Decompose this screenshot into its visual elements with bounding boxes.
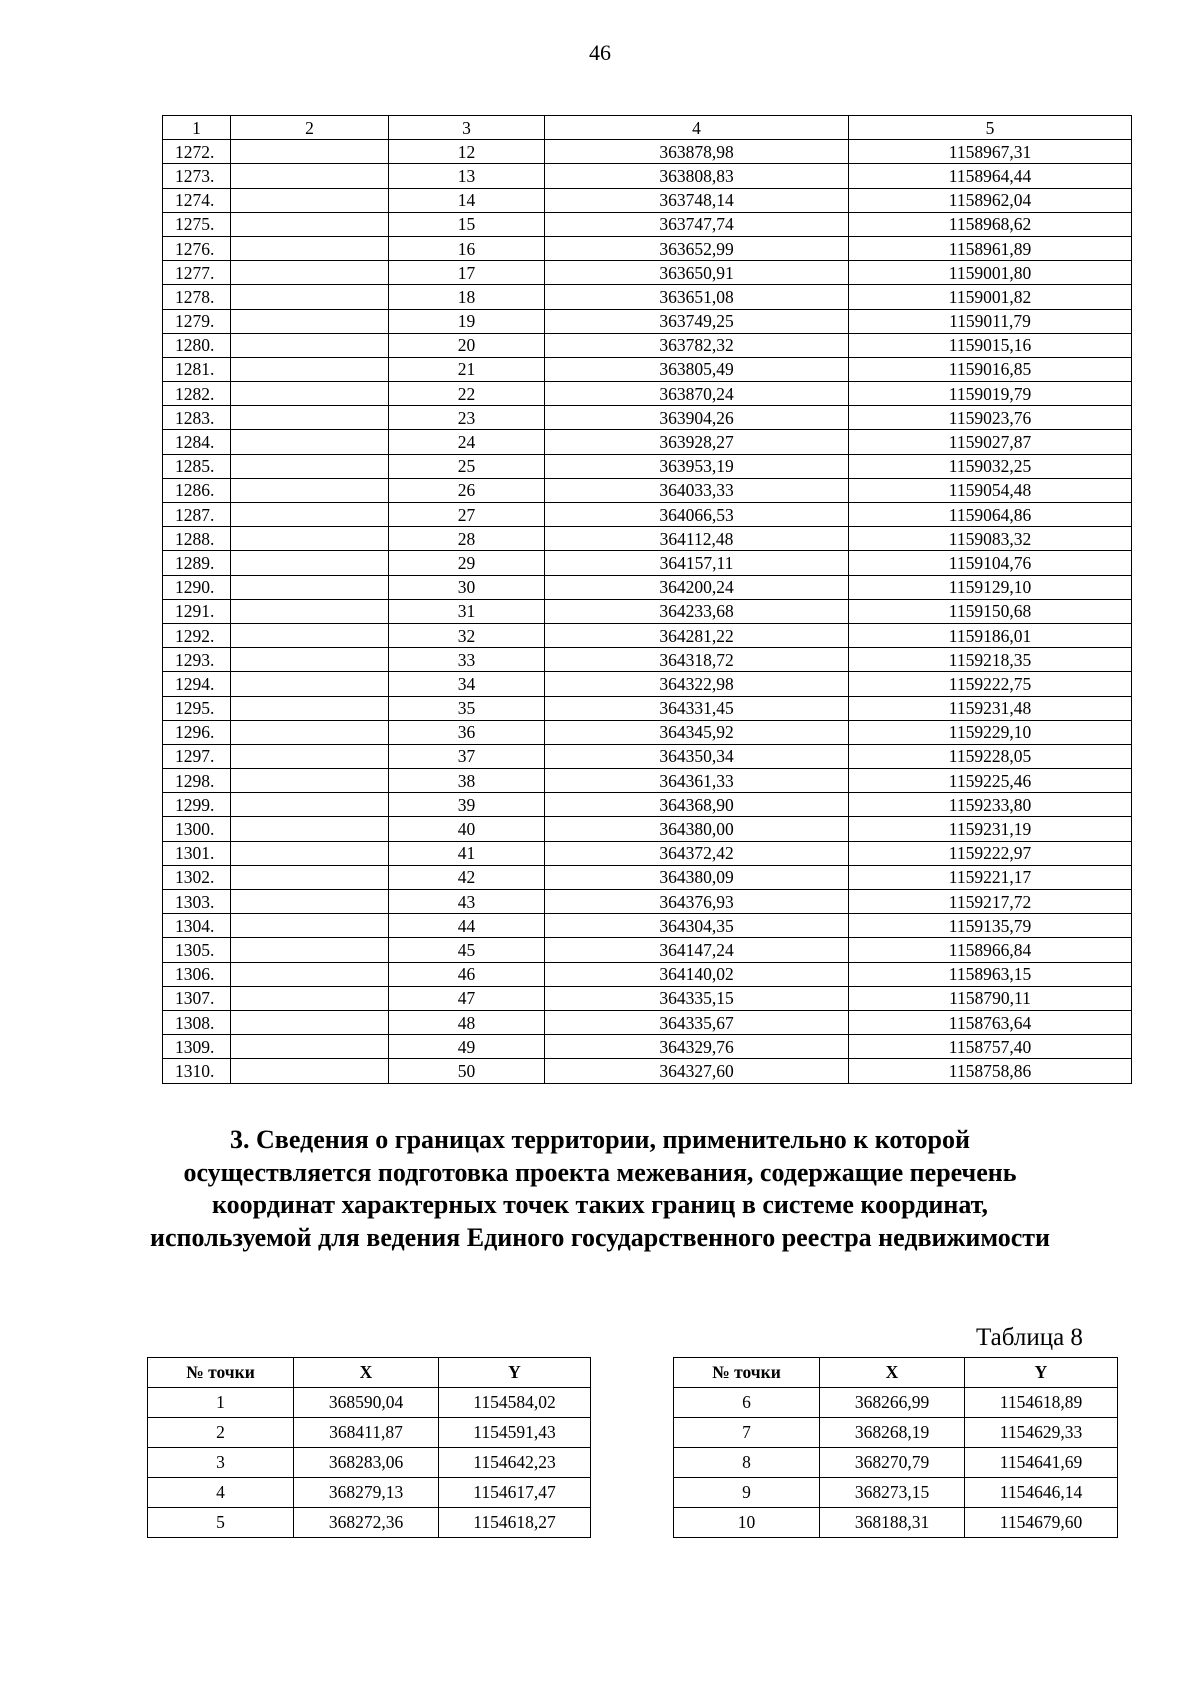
table-cell: 1275. — [163, 212, 231, 236]
table-cell: 7 — [674, 1418, 820, 1448]
table-cell: 47 — [389, 986, 545, 1010]
table8-right — [673, 1357, 1118, 1538]
table-cell: 1281. — [163, 357, 231, 381]
table-cell: 368283,06 — [294, 1448, 439, 1478]
table-cell: 50 — [389, 1059, 545, 1083]
table-cell: 1159027,87 — [849, 430, 1132, 454]
table-cell: 1159186,01 — [849, 623, 1132, 647]
table-cell: 364318,72 — [545, 648, 849, 672]
table-cell: 1159231,48 — [849, 696, 1132, 720]
table-row — [148, 1448, 591, 1478]
table-cell: 1285. — [163, 454, 231, 478]
table-cell: 364335,67 — [545, 1010, 849, 1034]
table-cell: 1154618,27 — [439, 1508, 591, 1538]
table-cell: 364322,98 — [545, 672, 849, 696]
table-cell: 364380,09 — [545, 865, 849, 889]
table-cell: 23 — [389, 406, 545, 430]
table-cell: 364327,60 — [545, 1059, 849, 1083]
header-cell: 1 — [163, 116, 231, 140]
table-cell — [231, 140, 389, 164]
table-cell: 1302. — [163, 865, 231, 889]
table-cell: 8 — [674, 1448, 820, 1478]
table-cell: 368273,15 — [820, 1478, 965, 1508]
table-cell: 368268,19 — [820, 1418, 965, 1448]
table-cell — [231, 527, 389, 551]
table-cell: 26 — [389, 478, 545, 502]
table-cell: 1159016,85 — [849, 357, 1132, 381]
table-cell: 1159023,76 — [849, 406, 1132, 430]
table-row — [148, 1418, 591, 1448]
table-cell: 364361,33 — [545, 769, 849, 793]
table8-left — [147, 1357, 591, 1538]
table-cell: 1158967,31 — [849, 140, 1132, 164]
table-cell: 364304,35 — [545, 914, 849, 938]
table-row — [163, 1059, 1132, 1083]
table-cell: 1159222,75 — [849, 672, 1132, 696]
table-row — [163, 261, 1132, 285]
header-cell: 3 — [389, 116, 545, 140]
table-cell: 1158962,04 — [849, 188, 1132, 212]
table-cell: 1276. — [163, 236, 231, 260]
table-cell: 1158763,64 — [849, 1010, 1132, 1034]
table-cell: 1304. — [163, 914, 231, 938]
table-cell — [231, 454, 389, 478]
table-cell: 1 — [148, 1388, 294, 1418]
table-cell: 1306. — [163, 962, 231, 986]
table-cell: 1159032,25 — [849, 454, 1132, 478]
table-cell — [231, 357, 389, 381]
table-cell — [231, 1035, 389, 1059]
table-cell — [231, 672, 389, 696]
table-row — [163, 406, 1132, 430]
table-cell: 1305. — [163, 938, 231, 962]
table-row — [163, 236, 1132, 260]
table-cell: 364033,33 — [545, 478, 849, 502]
table-cell: 363904,26 — [545, 406, 849, 430]
table-cell: 16 — [389, 236, 545, 260]
header-cell: 4 — [545, 116, 849, 140]
table-cell: 1159217,72 — [849, 890, 1132, 914]
table-cell: 1154646,14 — [965, 1478, 1118, 1508]
table-cell: 1286. — [163, 478, 231, 502]
table-cell: 364331,45 — [545, 696, 849, 720]
column-header-x: X — [294, 1358, 439, 1388]
table8-left-body — [148, 1388, 591, 1538]
table-cell: 20 — [389, 333, 545, 357]
table8-right-body — [674, 1388, 1118, 1538]
table-cell: 10 — [674, 1508, 820, 1538]
table-cell: 363651,08 — [545, 285, 849, 309]
table-cell: 31 — [389, 599, 545, 623]
table-cell: 1154641,69 — [965, 1448, 1118, 1478]
table-cell: 368270,79 — [820, 1448, 965, 1478]
table-cell: 5 — [148, 1508, 294, 1538]
table-row — [163, 962, 1132, 986]
table-cell — [231, 841, 389, 865]
table-cell: 363805,49 — [545, 357, 849, 381]
table-cell: 368279,13 — [294, 1478, 439, 1508]
table-cell: 1296. — [163, 720, 231, 744]
table-cell: 2 — [148, 1418, 294, 1448]
table-cell: 1293. — [163, 648, 231, 672]
table-cell: 1159231,19 — [849, 817, 1132, 841]
column-header-point: № точки — [148, 1358, 294, 1388]
table-row — [674, 1388, 1118, 1418]
table-cell: 1154617,47 — [439, 1478, 591, 1508]
table-row — [163, 551, 1132, 575]
table-row — [163, 454, 1132, 478]
table-row — [163, 938, 1132, 962]
table-cell: 364380,00 — [545, 817, 849, 841]
table-cell: 364345,92 — [545, 720, 849, 744]
table-cell — [231, 503, 389, 527]
table-cell — [231, 623, 389, 647]
table-row — [163, 1035, 1132, 1059]
table-header-row — [148, 1358, 591, 1388]
table-cell: 1298. — [163, 769, 231, 793]
table-cell: 364335,15 — [545, 986, 849, 1010]
table-cell — [231, 817, 389, 841]
column-header-x: X — [820, 1358, 965, 1388]
table-cell: 1159228,05 — [849, 744, 1132, 768]
table-cell: 364329,76 — [545, 1035, 849, 1059]
table-cell: 1282. — [163, 382, 231, 406]
table-cell: 1290. — [163, 575, 231, 599]
table-cell: 1159015,16 — [849, 333, 1132, 357]
table-cell: 1310. — [163, 1059, 231, 1083]
table-cell: 1159011,79 — [849, 309, 1132, 333]
table-cell: 1288. — [163, 527, 231, 551]
table-row — [163, 623, 1132, 647]
table-cell: 18 — [389, 285, 545, 309]
coordinates-table-body — [163, 116, 1132, 1084]
table-cell: 363650,91 — [545, 261, 849, 285]
table-cell: 38 — [389, 769, 545, 793]
table-cell: 29 — [389, 551, 545, 575]
table-cell: 1159135,79 — [849, 914, 1132, 938]
table-row — [163, 503, 1132, 527]
table-cell — [231, 236, 389, 260]
table-cell: 363652,99 — [545, 236, 849, 260]
table-cell: 1300. — [163, 817, 231, 841]
table-cell: 368411,87 — [294, 1418, 439, 1448]
table-cell: 37 — [389, 744, 545, 768]
table-cell — [231, 406, 389, 430]
table-cell: 1303. — [163, 890, 231, 914]
table-cell: 46 — [389, 962, 545, 986]
table-cell — [231, 744, 389, 768]
table-cell: 6 — [674, 1388, 820, 1418]
table-cell: 363808,83 — [545, 164, 849, 188]
table-cell: 12 — [389, 140, 545, 164]
table-cell: 1154591,43 — [439, 1418, 591, 1448]
table-cell: 363782,32 — [545, 333, 849, 357]
page-number: 46 — [589, 40, 611, 65]
table-row — [674, 1478, 1118, 1508]
table-cell — [231, 648, 389, 672]
table-row — [163, 865, 1132, 889]
table-cell: 15 — [389, 212, 545, 236]
table-header-row — [674, 1358, 1118, 1388]
table-cell — [231, 890, 389, 914]
table-cell: 1280. — [163, 333, 231, 357]
table-row — [674, 1448, 1118, 1478]
table-cell — [231, 430, 389, 454]
table-cell: 1294. — [163, 672, 231, 696]
table-cell: 22 — [389, 382, 545, 406]
table-row — [163, 309, 1132, 333]
table-cell: 1159129,10 — [849, 575, 1132, 599]
table-cell — [231, 1010, 389, 1034]
table-cell: 1278. — [163, 285, 231, 309]
table-cell — [231, 914, 389, 938]
table-cell: 4 — [148, 1478, 294, 1508]
table-cell: 1154584,02 — [439, 1388, 591, 1418]
table-cell: 1158968,62 — [849, 212, 1132, 236]
table-row — [163, 672, 1132, 696]
table-header-row — [163, 116, 1132, 140]
table-cell: 1159083,32 — [849, 527, 1132, 551]
table-cell: 1159225,46 — [849, 769, 1132, 793]
table-cell: 1159233,80 — [849, 793, 1132, 817]
table-row — [163, 841, 1132, 865]
table-cell: 363747,74 — [545, 212, 849, 236]
table-cell: 1159150,68 — [849, 599, 1132, 623]
table-cell: 1272. — [163, 140, 231, 164]
table-cell: 363878,98 — [545, 140, 849, 164]
table-cell — [231, 938, 389, 962]
table-cell: 39 — [389, 793, 545, 817]
table-cell — [231, 382, 389, 406]
table-cell: 17 — [389, 261, 545, 285]
table-cell: 27 — [389, 503, 545, 527]
table-cell: 13 — [389, 164, 545, 188]
table-cell: 364112,48 — [545, 527, 849, 551]
table-cell: 363749,25 — [545, 309, 849, 333]
table-row — [163, 793, 1132, 817]
table-row — [163, 357, 1132, 381]
table-cell: 32 — [389, 623, 545, 647]
table-cell — [231, 261, 389, 285]
table-cell: 1295. — [163, 696, 231, 720]
table-cell: 364372,42 — [545, 841, 849, 865]
table-row — [163, 648, 1132, 672]
table-cell: 1159229,10 — [849, 720, 1132, 744]
table-row — [163, 164, 1132, 188]
table-cell: 364066,53 — [545, 503, 849, 527]
table-row — [163, 744, 1132, 768]
table-row — [148, 1508, 591, 1538]
table-cell: 43 — [389, 890, 545, 914]
table-cell: 42 — [389, 865, 545, 889]
table-cell — [231, 164, 389, 188]
table-cell: 1289. — [163, 551, 231, 575]
table-cell — [231, 599, 389, 623]
table-cell: 30 — [389, 575, 545, 599]
table-cell — [231, 309, 389, 333]
table-cell: 364140,02 — [545, 962, 849, 986]
table-row — [163, 140, 1132, 164]
table-cell: 364157,11 — [545, 551, 849, 575]
table-cell: 34 — [389, 672, 545, 696]
table-cell: 368188,31 — [820, 1508, 965, 1538]
table-row — [163, 1010, 1132, 1034]
table-cell: 363953,19 — [545, 454, 849, 478]
table-row — [163, 696, 1132, 720]
table-row — [163, 986, 1132, 1010]
table-cell: 364233,68 — [545, 599, 849, 623]
table-cell — [231, 696, 389, 720]
table-cell: 40 — [389, 817, 545, 841]
table-cell — [231, 551, 389, 575]
table-row — [163, 720, 1132, 744]
table-cell: 25 — [389, 454, 545, 478]
table-row — [163, 599, 1132, 623]
table-cell: 28 — [389, 527, 545, 551]
table-cell: 364147,24 — [545, 938, 849, 962]
table-cell — [231, 769, 389, 793]
table-cell: 9 — [674, 1478, 820, 1508]
table-cell: 1297. — [163, 744, 231, 768]
table-cell — [231, 333, 389, 357]
table-cell: 364281,22 — [545, 623, 849, 647]
table-cell: 14 — [389, 188, 545, 212]
table-cell: 1158757,40 — [849, 1035, 1132, 1059]
table-cell: 1158966,84 — [849, 938, 1132, 962]
table-cell: 368272,36 — [294, 1508, 439, 1538]
table-cell: 3 — [148, 1448, 294, 1478]
table-cell: 1159222,97 — [849, 841, 1132, 865]
table-cell: 1309. — [163, 1035, 231, 1059]
table-cell: 1158963,15 — [849, 962, 1132, 986]
table-cell: 1291. — [163, 599, 231, 623]
table-cell: 1283. — [163, 406, 231, 430]
table-cell: 1307. — [163, 986, 231, 1010]
table-row — [163, 769, 1132, 793]
table-cell: 364350,34 — [545, 744, 849, 768]
table-cell: 1158964,44 — [849, 164, 1132, 188]
table-cell — [231, 188, 389, 212]
table-cell: 1159019,79 — [849, 382, 1132, 406]
table-cell — [231, 793, 389, 817]
table-cell — [231, 478, 389, 502]
table-cell: 1154618,89 — [965, 1388, 1118, 1418]
table-cell: 1158961,89 — [849, 236, 1132, 260]
table-caption: Таблица 8 — [976, 1324, 1083, 1351]
table-row — [148, 1388, 591, 1418]
table-cell: 19 — [389, 309, 545, 333]
table-cell: 1273. — [163, 164, 231, 188]
table-cell: 363928,27 — [545, 430, 849, 454]
table-cell — [231, 1059, 389, 1083]
table-cell: 1159064,86 — [849, 503, 1132, 527]
table-cell: 21 — [389, 357, 545, 381]
table-cell: 1299. — [163, 793, 231, 817]
table-cell: 48 — [389, 1010, 545, 1034]
table-cell: 44 — [389, 914, 545, 938]
table-row — [163, 212, 1132, 236]
table-row — [163, 527, 1132, 551]
table-cell: 364200,24 — [545, 575, 849, 599]
table-row — [163, 333, 1132, 357]
table-cell — [231, 962, 389, 986]
header-cell: 5 — [849, 116, 1132, 140]
table-row — [163, 285, 1132, 309]
table-cell: 368266,99 — [820, 1388, 965, 1418]
table-row — [163, 382, 1132, 406]
table-row — [674, 1508, 1118, 1538]
table-row — [163, 478, 1132, 502]
coordinates-table — [162, 115, 1132, 1084]
table-cell: 1158790,11 — [849, 986, 1132, 1010]
column-header-y: Y — [965, 1358, 1118, 1388]
table-cell — [231, 575, 389, 599]
table-cell — [231, 986, 389, 1010]
table-cell: 1292. — [163, 623, 231, 647]
table-cell: 33 — [389, 648, 545, 672]
table-row — [163, 188, 1132, 212]
table-cell — [231, 285, 389, 309]
table-cell: 36 — [389, 720, 545, 744]
table-cell — [231, 212, 389, 236]
table-cell: 1159001,82 — [849, 285, 1132, 309]
table-cell: 364368,90 — [545, 793, 849, 817]
table-cell: 1279. — [163, 309, 231, 333]
table-cell: 1284. — [163, 430, 231, 454]
table-cell: 1154642,23 — [439, 1448, 591, 1478]
table-row — [163, 817, 1132, 841]
table-cell — [231, 865, 389, 889]
table-cell: 1159104,76 — [849, 551, 1132, 575]
table-cell: 364376,93 — [545, 890, 849, 914]
table-cell: 1159221,17 — [849, 865, 1132, 889]
table-cell: 1274. — [163, 188, 231, 212]
table-cell: 1159218,35 — [849, 648, 1132, 672]
section-heading: 3. Сведения о границах территории, применительно к которой осуществляется подготовка проекта межевания, содержащие перечень координат характерных точек таких границ в системе координат, используемой для ведения Единого государственного реестра недвижимости — [150, 1125, 1050, 1252]
table-row — [163, 575, 1132, 599]
table-cell: 1159001,80 — [849, 261, 1132, 285]
table-row — [163, 914, 1132, 938]
table-cell: 35 — [389, 696, 545, 720]
table-cell: 1301. — [163, 841, 231, 865]
header-cell: 2 — [231, 116, 389, 140]
table-cell: 1308. — [163, 1010, 231, 1034]
table-cell: 41 — [389, 841, 545, 865]
table-cell: 45 — [389, 938, 545, 962]
table-cell: 49 — [389, 1035, 545, 1059]
table-cell: 1154679,60 — [965, 1508, 1118, 1538]
table-cell: 1158758,86 — [849, 1059, 1132, 1083]
column-header-y: Y — [439, 1358, 591, 1388]
table-cell: 24 — [389, 430, 545, 454]
table-cell: 363748,14 — [545, 188, 849, 212]
table-row — [674, 1418, 1118, 1448]
table-cell: 1159054,48 — [849, 478, 1132, 502]
table-cell: 1287. — [163, 503, 231, 527]
table-cell: 363870,24 — [545, 382, 849, 406]
table-cell: 1277. — [163, 261, 231, 285]
table-row — [163, 430, 1132, 454]
table-row — [148, 1478, 591, 1508]
table-cell: 368590,04 — [294, 1388, 439, 1418]
column-header-point: № точки — [674, 1358, 820, 1388]
table-cell: 1154629,33 — [965, 1418, 1118, 1448]
table-row — [163, 890, 1132, 914]
table-cell — [231, 720, 389, 744]
